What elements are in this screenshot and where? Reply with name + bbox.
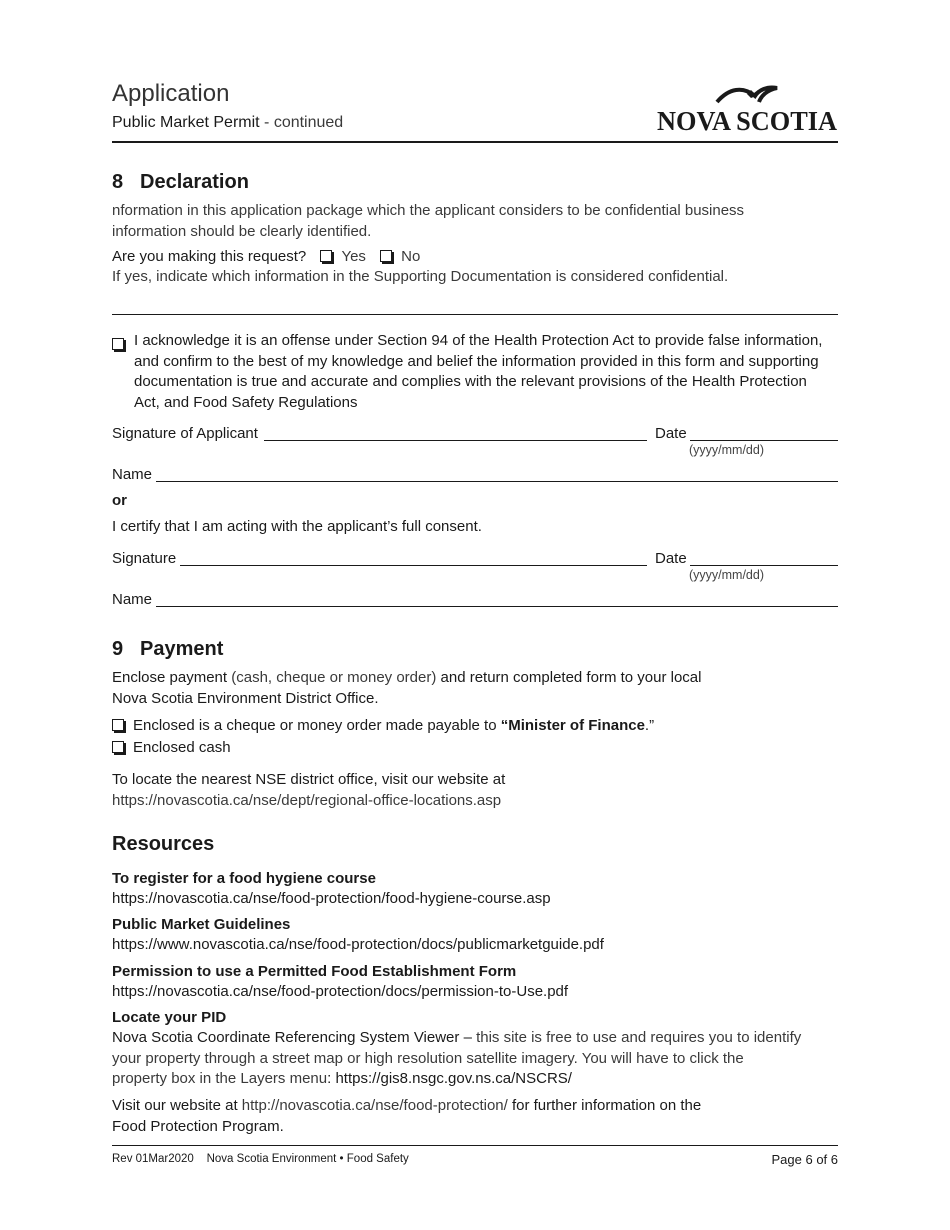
certify-text: I certify that I am acting with the applicant’s full consent.	[112, 518, 482, 535]
if-yes-note: If yes, indicate which information in the Supporting Documentation is considered confidential.	[112, 268, 729, 285]
signature-label: Signature	[112, 550, 177, 567]
no-checkbox[interactable]	[380, 250, 392, 262]
acknowledge-text: I acknowledge it is an offense under Section 94 of the Health Protection Act to provide false information, and confirm to the best of my knowledge and belief the information provided in this form and supporting documentation is true and accurate and complies with the relevant provisions of the Health Protection Act, and Food Safety Regulations	[134, 332, 823, 411]
date-field[interactable]	[690, 440, 838, 441]
date-format-hint-2: (yyyy/mm/dd)	[689, 568, 764, 582]
name-label: Name	[112, 466, 153, 483]
pid-title: Locate your PID	[112, 1009, 227, 1026]
confidential-question	[112, 247, 420, 268]
resource-title: Permission to use a Permitted Food Establishment Form	[112, 963, 517, 980]
locate-office-link[interactable]: https://novascotia.ca/nse/dept/regional-office-locations.asp	[112, 792, 502, 809]
cash-checkbox[interactable]	[112, 741, 124, 753]
visit-link[interactable]: http://novascotia.ca/nse/food-protection/	[241, 1097, 508, 1114]
section-title: Payment	[140, 638, 224, 660]
no-label: No	[401, 248, 421, 265]
page-title: Application	[112, 80, 230, 107]
cash-option: Enclosed cash	[112, 738, 231, 759]
visit-website-text: Visit our website at http://novascotia.ca/nse/food-protection/ for further information on the Food Protection Program.	[112, 1097, 702, 1135]
resources-heading: Resources	[112, 833, 215, 855]
acknowledge-checkbox[interactable]	[112, 336, 133, 354]
name-label-2: Name	[112, 591, 153, 608]
enclose-payment-text: Enclose payment (cash, cheque or money order) and return completed form to your local Nova Scotia Environment District Office.	[112, 669, 702, 707]
cheque-option: Enclosed is a cheque or money order made payable to “Minister of Finance.”	[112, 716, 654, 737]
name-field[interactable]	[156, 481, 838, 482]
resource-title: Public Market Guidelines	[112, 916, 291, 933]
date-format-hint: (yyyy/mm/dd)	[689, 443, 764, 457]
yes-label: Yes	[341, 248, 366, 265]
header-divider	[112, 141, 838, 143]
or-label: or	[112, 492, 127, 509]
logo-text: NOVA SCOTIA	[657, 106, 838, 134]
nova-scotia-logo	[655, 82, 839, 139]
pid-description: Nova Scotia Coordinate Referencing System Viewer – this site is free to use and requires you to identify your property through a street map or high resolution satellite imagery. You will have to click the property box in the Layers menu: https://gis8.nsgc.gov.ns.ca/NSCRS/	[112, 1029, 802, 1087]
pid-link[interactable]: : https://gis8.nsgc.gov.ns.ca/NSCRS/	[327, 1070, 572, 1087]
date-label: Date	[655, 425, 687, 442]
resource-link[interactable]: https://novascotia.ca/nse/food-protection/food-hygiene-course.asp	[112, 890, 551, 907]
question-label: Are you making this request?	[112, 248, 307, 265]
confidential-intro: nformation in this application package which the applicant considers to be confidential business information should be clearly identified.	[112, 202, 745, 240]
resource-link[interactable]: https://novascotia.ca/nse/food-protection/docs/permission-to-Use.pdf	[112, 983, 569, 1000]
page-subtitle	[112, 114, 343, 132]
section-title: Declaration	[140, 171, 249, 193]
declaration-heading	[112, 171, 249, 194]
section-number: 9	[112, 638, 124, 660]
footer-revision: Rev 01Mar2020 Nova Scotia Environment • Food Safety	[112, 1153, 409, 1165]
resource-link[interactable]: https://www.novascotia.ca/nse/food-protection/docs/publicmarketguide.pdf	[112, 936, 604, 953]
signature-applicant-field[interactable]	[264, 440, 647, 441]
subtitle-main: Public Market Permit	[112, 114, 260, 131]
signature-field[interactable]	[180, 565, 647, 566]
name-field-2[interactable]	[156, 606, 838, 607]
resource-title: To register for a food hygiene course	[112, 870, 376, 887]
section-divider	[112, 314, 838, 315]
footer-divider	[112, 1145, 838, 1146]
signature-applicant-label: Signature of Applicant	[112, 425, 258, 442]
subtitle-suffix: - continued	[259, 114, 344, 131]
date-field-2[interactable]	[690, 565, 838, 566]
locate-office-text: To locate the nearest NSE district office, visit our website at	[112, 771, 506, 788]
date-label-2: Date	[655, 550, 687, 567]
yes-checkbox[interactable]	[320, 250, 332, 262]
cheque-checkbox[interactable]	[112, 719, 124, 731]
page-number: Page 6 of 6	[771, 1152, 838, 1167]
payment-heading	[112, 638, 223, 661]
logo-swoosh	[717, 87, 777, 102]
section-number: 8	[112, 171, 124, 193]
